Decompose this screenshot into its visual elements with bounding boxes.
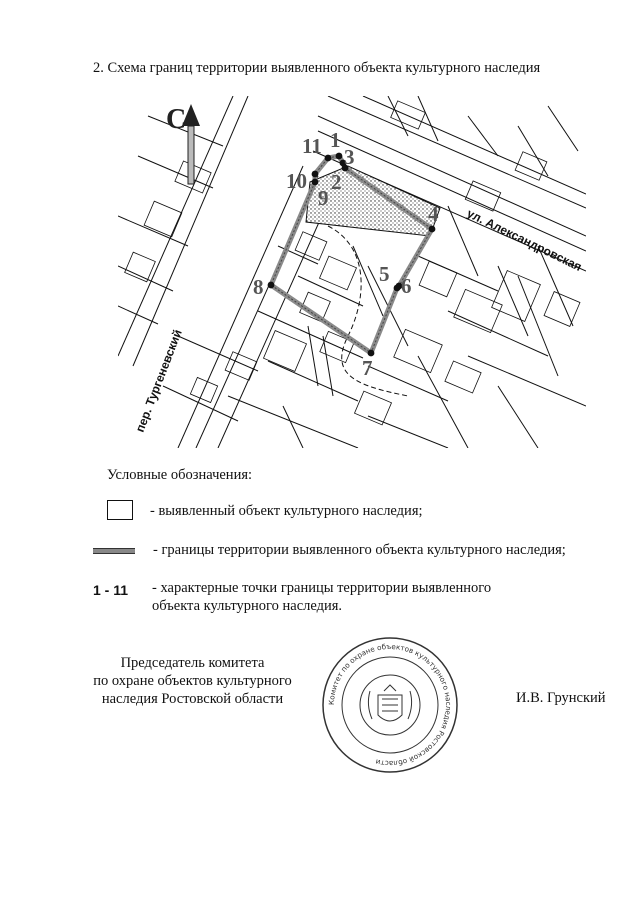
- seal-emblem-icon: [368, 685, 411, 721]
- legend-points-text-2: объекта культурного наследия.: [152, 598, 343, 614]
- legend-object-symbol: [107, 500, 133, 520]
- legend-title: Условные обозначения:: [107, 467, 253, 483]
- official-seal-icon: [320, 635, 460, 775]
- point-label-1: 1: [330, 128, 341, 152]
- point-label-5: 5: [379, 262, 390, 286]
- boundary-point-marker: [268, 282, 275, 289]
- point-label-10: 10: [286, 169, 307, 193]
- legend-points-text-1: - характерные точки границы территории выявленного: [152, 580, 492, 596]
- boundary-point-marker: [429, 226, 436, 233]
- signatory-name: И.В. Грунский: [516, 690, 606, 706]
- point-label-7: 7: [362, 356, 373, 380]
- signatory-line-3: наследия Ростовской области: [101, 691, 284, 707]
- point-label-6: 6: [401, 274, 412, 298]
- point-label-11: 11: [302, 134, 322, 158]
- boundary-point-marker: [394, 285, 401, 292]
- point-label-3: 3: [344, 145, 355, 169]
- street-label-turgenevsky: пер. Тургеневский: [132, 327, 185, 435]
- signatory-line-1: Председатель комитета: [120, 655, 265, 671]
- signatory-title: [80, 654, 305, 708]
- legend-boundary-symbol: [93, 548, 135, 554]
- point-label-2: 2: [331, 170, 342, 194]
- legend-boundary-text: - границы территории выявленного объекта культурного наследия;: [153, 542, 566, 558]
- page-heading: 2. Схема границ территории выявленного объекта культурного наследия: [93, 60, 541, 76]
- legend-object-text: - выявленный объект культурного наследия;: [150, 503, 423, 519]
- site-boundary-map: [118, 96, 586, 448]
- legend-points-key: 1 - 11: [93, 582, 129, 598]
- boundary-point-marker: [312, 179, 319, 186]
- boundary-point-marker: [336, 153, 343, 160]
- boundary-point-marker: [312, 171, 319, 178]
- street-label-aleksandrovskaya: ул. Александровская: [464, 206, 584, 274]
- point-label-4: 4: [428, 202, 439, 226]
- point-label-8: 8: [253, 275, 264, 299]
- north-label: С: [166, 104, 187, 135]
- boundary-point-marker: [325, 155, 332, 162]
- boundary-point-labels: [253, 128, 439, 380]
- signatory-line-2: по охране объектов культурного: [93, 673, 292, 689]
- seal-text: Комитет по охране объектов культурного наследия Ростовской области: [326, 641, 454, 769]
- point-label-9: 9: [318, 186, 329, 210]
- cadastral-map: [118, 96, 586, 448]
